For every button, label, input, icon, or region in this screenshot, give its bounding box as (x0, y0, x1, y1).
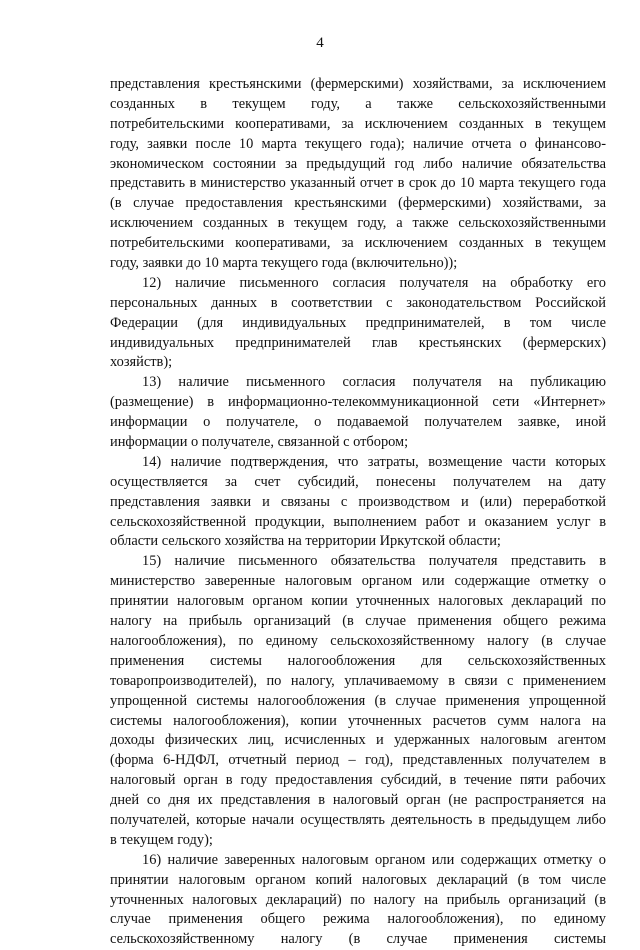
text-line: сельскохозяйственному налогу (в случае применения системы (110, 931, 606, 948)
document-body (110, 75, 606, 950)
text-line: области сельского хозяйства на территории Иркутской области; (110, 533, 501, 550)
text-line: дней со дня их представления в налоговый орган (не распространяется на (110, 792, 606, 809)
text-line: системы налогообложения), копии уточненных расчетов сумм налога на (110, 712, 606, 729)
text-line: применения системы налогообложения для сельскохозяйственных (110, 652, 606, 669)
text-line: налогообложения), по единому сельскохозяйственному налогу (в случае (110, 632, 606, 649)
text-line: осуществляется за счет субсидий, понесены получателем на дату (110, 473, 606, 490)
text-line: потребительскими кооперативами, за исключением созданных в текущем (110, 115, 606, 132)
text-line: Федерации (для индивидуальных предпринимателей, в том числе (110, 314, 606, 331)
text-line: в текущем году); (110, 831, 213, 848)
text-line: информации о получателе, связанной с отбором; (110, 434, 409, 451)
text-line: налогу на прибыль организаций (в случае применения общего режима (110, 613, 606, 630)
text-line: случае применения общего режима налогообложения), по единому (110, 911, 606, 928)
text-line: (в случае предоставления крестьянскими (фермерскими) хозяйствами, за (110, 195, 606, 212)
text-line: году, заявки до 10 марта текущего года (включительно)); (110, 255, 458, 272)
text-line: принятии налоговым органом копии уточненных налоговых деклараций по (110, 593, 606, 610)
text-line: упрощенной системы налогообложения (в случае применения упрощенной (110, 692, 606, 709)
text-line: индивидуальных предпринимателей глав крестьянских (фермерских) (110, 334, 606, 351)
text-line: министерство заверенные налоговым органом или содержащие отметку о (110, 573, 606, 590)
text-line: представить в министерство указанный отчет в срок до 10 марта текущего года (110, 175, 606, 192)
text-line: уточненных налоговых деклараций) по налогу на прибыль организаций (в (110, 891, 606, 908)
text-line: 13) наличие письменного согласия получателя на публикацию (142, 374, 606, 391)
page-number: 4 (316, 35, 324, 51)
text-line: экономическом состоянии за предыдущий год либо наличие обязательства (110, 155, 606, 172)
text-line: созданных в текущем году, а также сельскохозяйственными (110, 95, 606, 112)
text-line: получателей, которые начали осуществлять деятельность в предыдущем либо (110, 811, 606, 828)
text-line: налоговый орган в году предоставления субсидий, в течение пяти рабочих (110, 772, 606, 789)
text-line: исключением созданных в текущем году, а также сельскохозяйственными (110, 215, 606, 232)
text-line: информации о получателе, о подаваемой получателем заявке, иной (110, 414, 606, 431)
text-line: персональных данных в соответствии с законодательством Российской (110, 294, 606, 311)
text-line: хозяйств); (110, 354, 173, 371)
text-line: 14) наличие подтверждения, что затраты, возмещение части которых (142, 453, 606, 470)
text-line: товаропроизводителей), по налогу, уплачиваемому в связи с применением (110, 672, 606, 689)
text-line: доходы физических лиц, исчисленных и удержанных налоговым агентом (110, 732, 606, 749)
text-line: потребительскими кооперативами, за исключением созданных в текущем (110, 235, 606, 252)
text-line: 16) наличие заверенных налоговым органом или содержащих отметку о (142, 851, 606, 868)
text-line: (форма 6-НДФЛ, отчетный период – год), представленных получателем в (110, 752, 606, 769)
text-line: (размещение) в информационно-телекоммуникационной сети «Интернет» (110, 394, 606, 411)
text-line: представления крестьянскими (фермерскими) хозяйствами, за исключением (110, 76, 606, 92)
text-line: 12) наличие письменного согласия получателя на обработку его (142, 274, 606, 291)
text-line: сельскохозяйственной продукции, выполнением работ и оказанием услуг в (110, 513, 606, 530)
text-line: году, заявки после 10 марта текущего года); наличие отчета о финансово- (110, 135, 606, 152)
text-line: 15) наличие письменного обязательства получателя представить в (142, 553, 606, 570)
text-line: представления заявки и связаны с производством и (или) переработкой (110, 493, 606, 510)
text-line: принятии налоговым органом копий налоговых деклараций (в том числе (110, 871, 606, 888)
